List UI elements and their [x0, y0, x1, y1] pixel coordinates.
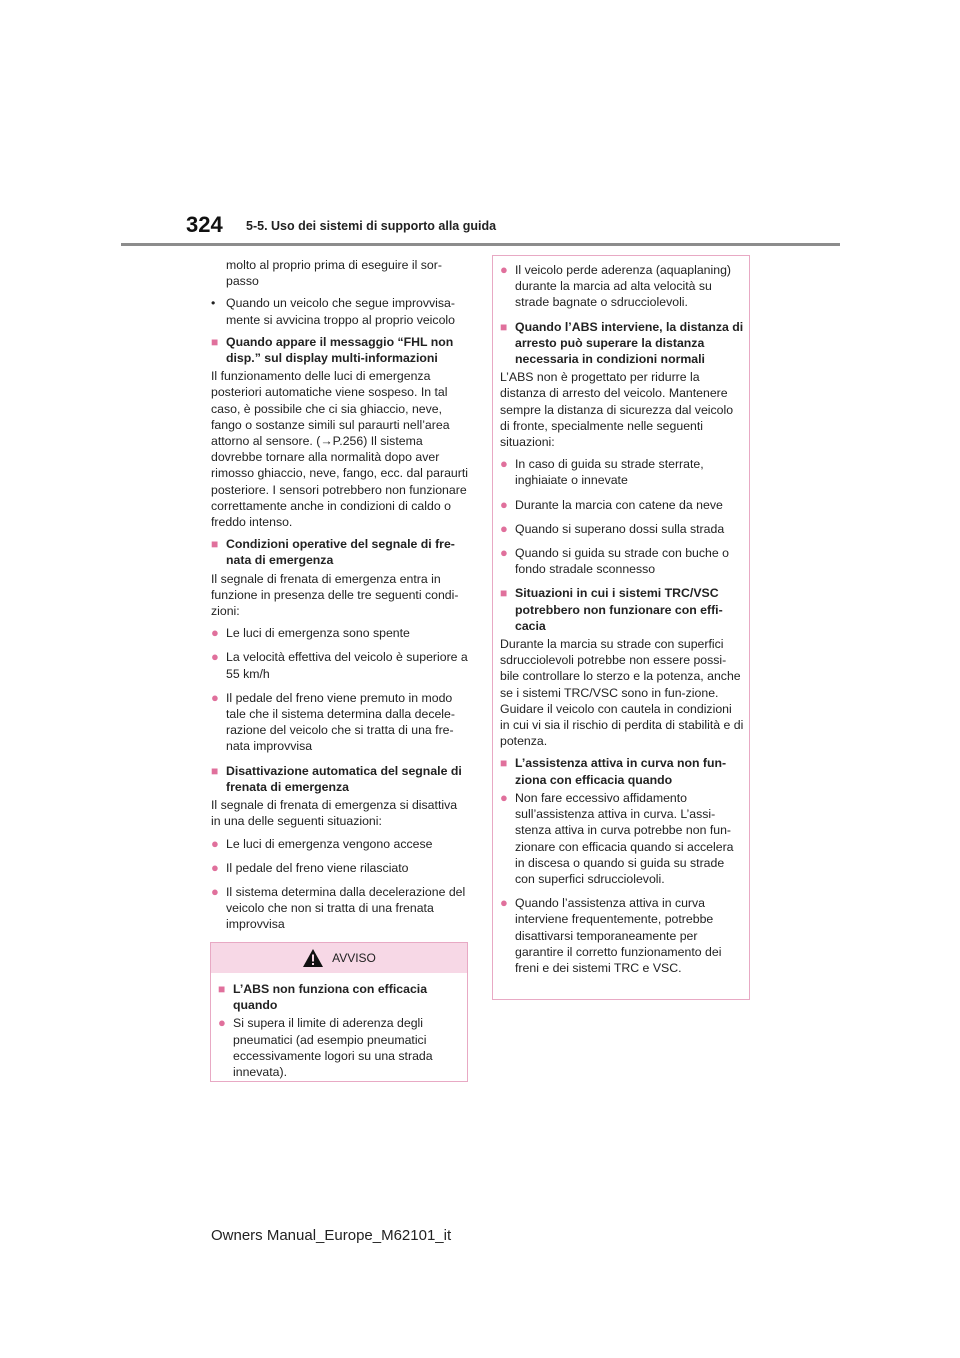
page-number: 324 [186, 212, 223, 237]
circle-bullet-icon: ● [500, 262, 508, 277]
list-item-text: Il pedale del freno viene rilasciato [226, 860, 409, 875]
list-item [211, 836, 468, 852]
circle-bullet-icon: ● [211, 835, 219, 851]
square-bullet-icon: ■ [218, 982, 226, 996]
heading-text: L’assistenza attiva in curva non fun-ziona con efficacia quando [515, 756, 727, 787]
heading-text: Quando appare il messaggio “FHL non disp.” sul display multi-informazioni [226, 334, 454, 366]
continued-bullet-text: Quando un veicolo che segue improvvisa-mente si avvicina troppo al proprio veicolo [226, 296, 455, 327]
left-column [211, 257, 468, 941]
circle-bullet-icon: ● [500, 520, 508, 536]
square-bullet-icon: ■ [500, 319, 508, 334]
heading-text: Disattivazione automatica del segnale di frenata di emergenza [226, 763, 462, 794]
paragraph: Durante la marcia su strade con superfici sdrucciolevoli potrebbe non essere possi-bile controllare lo sterzo e la potenza, anche se i sistemi TRC/VSC sono in fun-zione. Guidare il veicolo con cautela in condizioni in cui vi sia il rischio di perdita di stabilità e di potenza. [500, 637, 744, 749]
list-item-text: Il pedale del freno viene premuto in modo tale che il sistema determina dalla decele-razione del veicolo che si tratta di una fre-nata improvvisa [226, 690, 455, 754]
heading-auto-deactivation [211, 763, 468, 795]
square-bullet-icon: ■ [211, 334, 219, 349]
list-item-text: Le luci di emergenza sono spente [226, 626, 410, 641]
circle-bullet-icon: ● [500, 456, 508, 472]
list-item-text: La velocità effettiva del veicolo è superiore a 55 km/h [226, 650, 468, 681]
list-item [211, 860, 468, 876]
circle-bullet-icon: ● [211, 649, 219, 665]
section-title: 5-5. Uso dei sistemi di supporto alla guida [246, 219, 497, 233]
warning-title: AVVISO [332, 951, 376, 965]
warning-body [211, 973, 467, 1080]
list-item-text: Le luci di emergenza vengono accese [226, 836, 433, 851]
list-item-text: Non fare eccessivo affidamento sull’assistenza attiva in curva. L’assi-stenza attiva in curva potrebbe non fun-zionare con efficacia quando si accelera in discesa o quando si guida su strade con superfici sdrucciolevoli. [515, 790, 734, 886]
circle-bullet-icon: ● [211, 883, 219, 899]
heading-fhl [211, 334, 468, 366]
list-item [500, 521, 744, 537]
warning-heading [218, 981, 460, 1013]
footer-text: Owners Manual_Europe_M62101_it [211, 1227, 452, 1244]
header-rule [121, 243, 840, 246]
list-item-text: Quando si superano dossi sulla strada [515, 521, 725, 536]
circle-bullet-icon: ● [211, 689, 219, 705]
warning-triangle-icon [302, 948, 324, 968]
list-item-text: Quando l’assistenza attiva in curva interviene frequentemente, potrebbe disattivarsi temporaneamente per garantire il corretto funzionamento dei freni e dei sistemi TRC e VSC. [515, 896, 722, 975]
square-bullet-icon: ■ [211, 763, 219, 778]
dash-marker: • [211, 296, 216, 311]
list-item [500, 497, 744, 513]
list-item-text: Il sistema determina dalla decelerazione del veicolo che non si tratta di una frenata improvvisa [226, 884, 466, 932]
heading-active-cornering [500, 755, 744, 787]
list-item-text: Si supera il limite di aderenza degli pneumatici (ad esempio pneumatici eccessivamente logori su una strada innevata). [233, 1016, 433, 1080]
list-item [500, 895, 744, 976]
list-item-text: Durante la marcia con catene da neve [515, 497, 723, 512]
circle-bullet-icon: ● [211, 625, 219, 641]
continued-bullet [211, 295, 468, 327]
continued-paragraph: molto al proprio prima di eseguire il sor-passo [226, 258, 442, 289]
list-item [211, 649, 468, 681]
circle-bullet-icon: ● [500, 545, 508, 561]
heading-trc-vsc [500, 585, 744, 634]
square-bullet-icon: ■ [211, 537, 219, 552]
heading-abs-distance [500, 319, 744, 368]
heading-emergency-signal [211, 536, 468, 568]
right-box [492, 255, 750, 1000]
paragraph: Il segnale di frenata di emergenza entra in funzione in presenza delle tre seguenti condi-zioni: [211, 571, 459, 619]
list-item [500, 262, 744, 311]
list-item [211, 625, 468, 641]
list-item-text: Il veicolo perde aderenza (aquaplaning) durante la marcia ad alta velocità su strade bagnate o sdrucciolevoli. [515, 263, 732, 310]
circle-bullet-icon: ● [500, 895, 508, 911]
warning-box [210, 942, 468, 1082]
heading-text: Condizioni operative del segnale di fre-nata di emergenza [226, 537, 455, 568]
paragraph: Il funzionamento delle luci di emergenza posteriori automatiche viene sospeso. In tal caso, è possibile che ci sia ghiaccio, neve, fango o sostanze simili sul paraurti nell’area attorno al sensore. (→P.256) Il sistema dovrebbe tornare alla normalità dopo aver rimosso ghiaccio, neve, fango, ecc. dal paraurti posteriore. I sensori potrebbero non funzionare correttamente anche in condizioni di caldo o freddo intenso. [211, 369, 469, 530]
heading-text: Situazioni in cui i sistemi TRC/VSC potrebbero non funzionare con effi-cacia [515, 586, 723, 633]
list-item [211, 884, 468, 933]
list-item [500, 456, 744, 488]
square-bullet-icon: ■ [500, 756, 508, 771]
right-column [500, 262, 744, 984]
heading-text: L’ABS non funziona con efficacia quando [233, 982, 428, 1013]
list-item [500, 790, 744, 887]
list-item [218, 1015, 460, 1080]
list-item [211, 690, 468, 755]
square-bullet-icon: ■ [500, 586, 508, 601]
circle-bullet-icon: ● [211, 859, 219, 875]
warning-header [211, 943, 467, 973]
list-item-text: Quando si guida su strade con buche o fondo stradale sconnesso [515, 546, 729, 577]
circle-bullet-icon: ● [500, 496, 508, 512]
list-item [500, 545, 744, 577]
circle-bullet-icon: ● [500, 789, 508, 805]
paragraph: Il segnale di frenata di emergenza si disattiva in una delle seguenti situazioni: [211, 798, 458, 829]
heading-text: Quando l’ABS interviene, la distanza di arresto può superare la distanza necessaria in condizioni normali [515, 319, 744, 367]
circle-bullet-icon: ● [218, 1015, 226, 1031]
paragraph: L’ABS non è progettato per ridurre la distanza di arresto del veicolo. Mantenere sempre la distanza di sicurezza dal veicolo di fronte, specialmente nelle seguenti situazioni: [500, 370, 734, 450]
list-item-text: In caso di guida su strade sterrate, inghiaiate o innevate [515, 457, 704, 488]
